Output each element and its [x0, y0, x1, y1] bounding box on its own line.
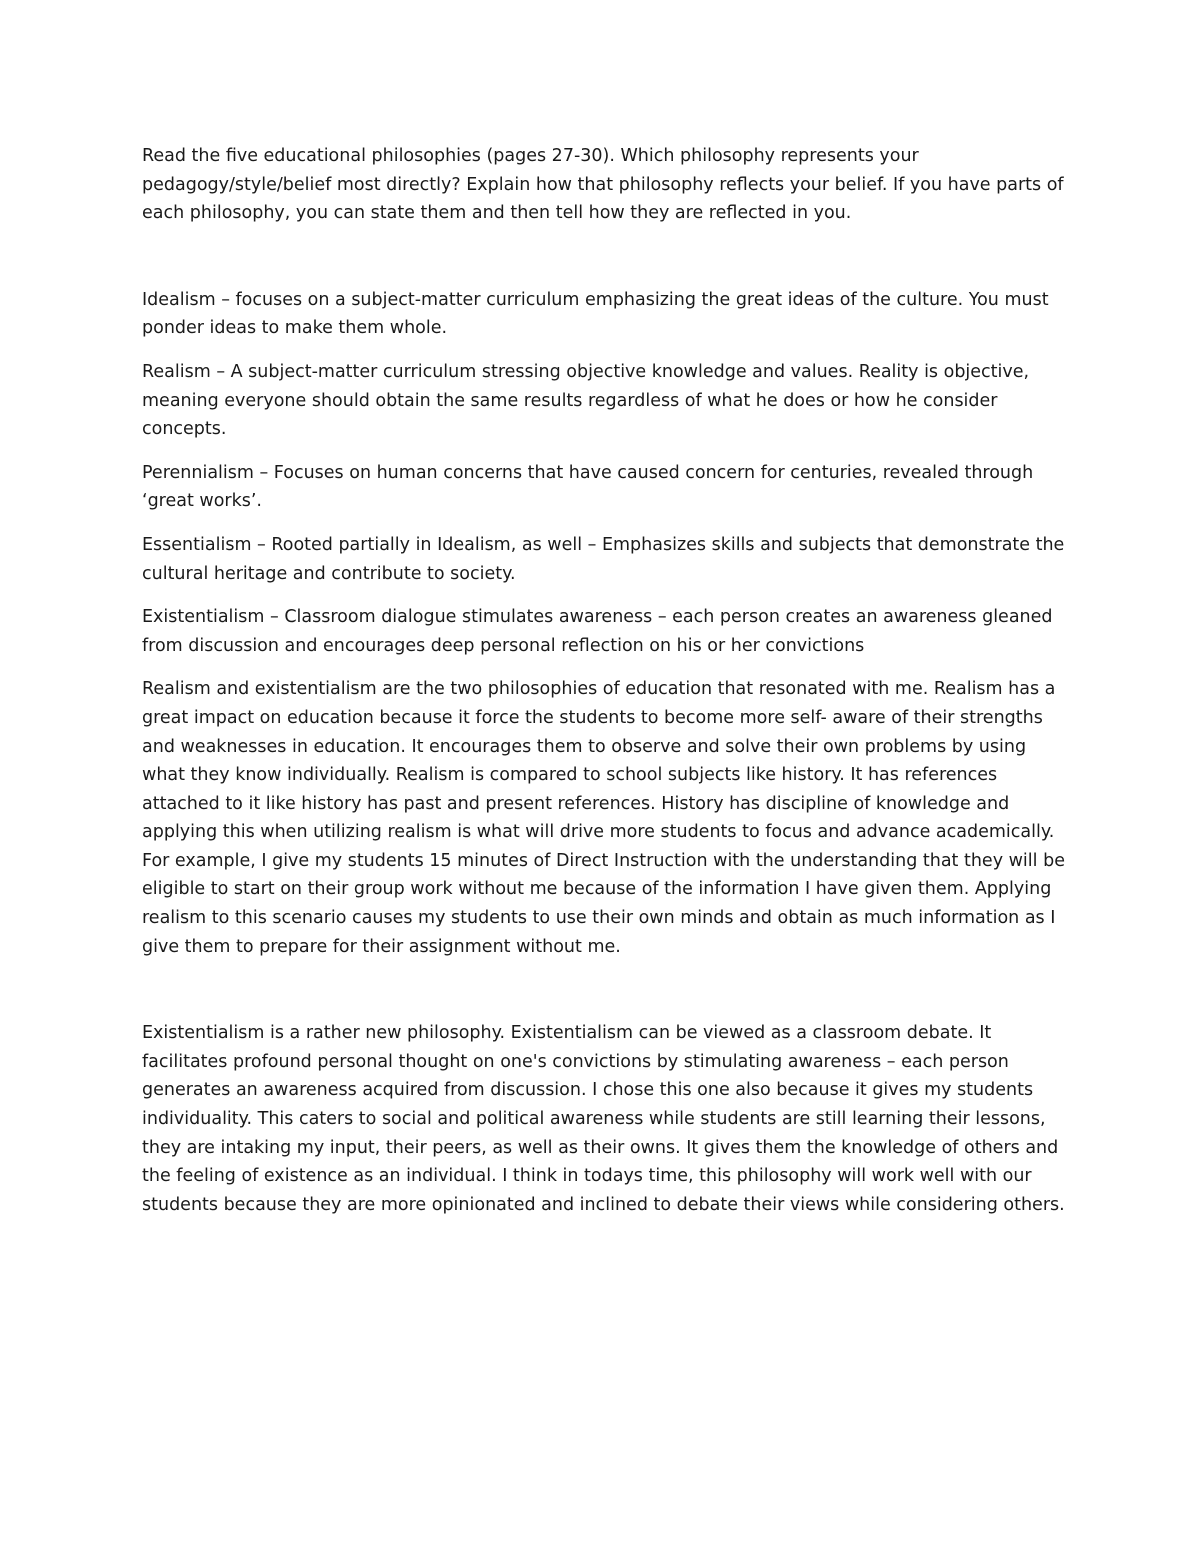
response-paragraph-existentialism: Existentialism is a rather new philosophy. Existentialism can be viewed as a classroom debate. It facilitates profound personal thought on one's convictions by stimulating awareness – each person generates an awareness acquired from discussion. I chose this one also because it gives my students individuality. This caters to social and political awareness while students are still learning their lessons, they are intaking my input, their peers, as well as their owns. It gives them the knowledge of others and the feeling of existence as an individual. I think in todays time, this philosophy will work well with our students because they are more opinionated and inclined to debate their views while considering others. — [142, 1023, 1065, 1215]
philosophy-existentialism: Existentialism – Classroom dialogue stimulates awareness – each person creates an awareness gleaned from discussion and encourages deep personal reflection on his or her convictions — [142, 607, 1053, 656]
philosophy-realism: Realism – A subject-matter curriculum stressing objective knowledge and values. Reality is objective, meaning everyone should obtain the same results regardless of what he does or how he consider concepts. — [142, 361, 1030, 440]
document-body — [142, 142, 1072, 1219]
philosophy-essentialism: Essentialism – Rooted partially in Idealism, as well – Emphasizes skills and subjects that demonstrate the cultural heritage and contribute to society. — [142, 534, 1065, 584]
response-paragraph-realism: Realism and existentialism are the two philosophies of education that resonated with me. Realism has a great impact on education because it force the students to become more self- aware of their strengths and weaknesses in education. It encourages them to observe and solve their own problems by using what they know individually. Realism is compared to school subjects like history. It has references attached to it like history has past and present references. History has discipline of knowledge and applying this when utilizing realism is what will drive more students to focus and advance academically. For example, I give my students 15 minutes of Direct Instruction with the understanding that they will be eligible to start on their group work without me because of the information I have given them. Applying realism to this scenario causes my students to use their own minds and obtain as much information as I give them to prepare for their assignment without me. — [142, 679, 1065, 957]
assignment-prompt: Read the five educational philosophies (pages 27-30). Which philosophy represents your pedagogy/style/belief most directly? Explain how that philosophy reflects your belief. If you have parts of each philosophy, you can state them and then tell how they are reflected in you. — [142, 146, 1064, 224]
philosophy-perennialism: Perennialism – Focuses on human concerns that have caused concern for centuries, revealed through ‘great works’. — [142, 462, 1034, 512]
philosophy-idealism: Idealism – focuses on a subject-matter curriculum emphasizing the great ideas of the culture. You must ponder ideas to make them whole. — [142, 289, 1049, 339]
